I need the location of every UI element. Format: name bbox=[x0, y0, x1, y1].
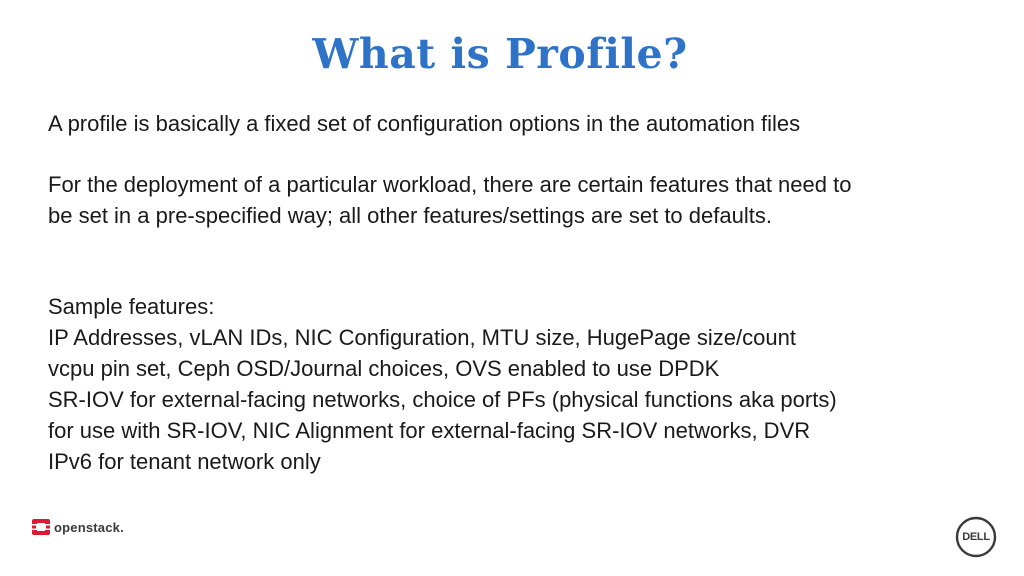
openstack-mark-icon bbox=[32, 519, 50, 535]
dell-wordmark: DELL bbox=[962, 531, 990, 543]
feature-list-line: for use with SR-IOV, NIC Alignment for external-facing SR-IOV networks, DVR bbox=[48, 418, 811, 443]
deployment-paragraph-line: For the deployment of a particular workload, there are certain features that need to bbox=[48, 172, 852, 197]
openstack-logo bbox=[32, 517, 124, 537]
feature-list-line: IPv6 for tenant network only bbox=[48, 449, 321, 474]
openstack-wordmark: openstack. bbox=[54, 519, 124, 535]
intro-paragraph: A profile is basically a fixed set of configuration options in the automation files bbox=[48, 111, 801, 136]
deployment-paragraph-line: be set in a pre-specified way; all other features/settings are set to defaults. bbox=[48, 203, 772, 228]
dell-logo bbox=[955, 516, 997, 558]
feature-list-line: vcpu pin set, Ceph OSD/Journal choices, OVS enabled to use DPDK bbox=[48, 356, 720, 381]
slide-title: What is Profile? bbox=[312, 30, 688, 78]
feature-list-line: SR-IOV for external-facing networks, choice of PFs (physical functions aka ports) bbox=[48, 387, 837, 412]
sample-features-heading: Sample features: bbox=[48, 294, 215, 319]
feature-list-line: IP Addresses, vLAN IDs, NIC Configuration, MTU size, HugePage size/count bbox=[48, 325, 796, 350]
